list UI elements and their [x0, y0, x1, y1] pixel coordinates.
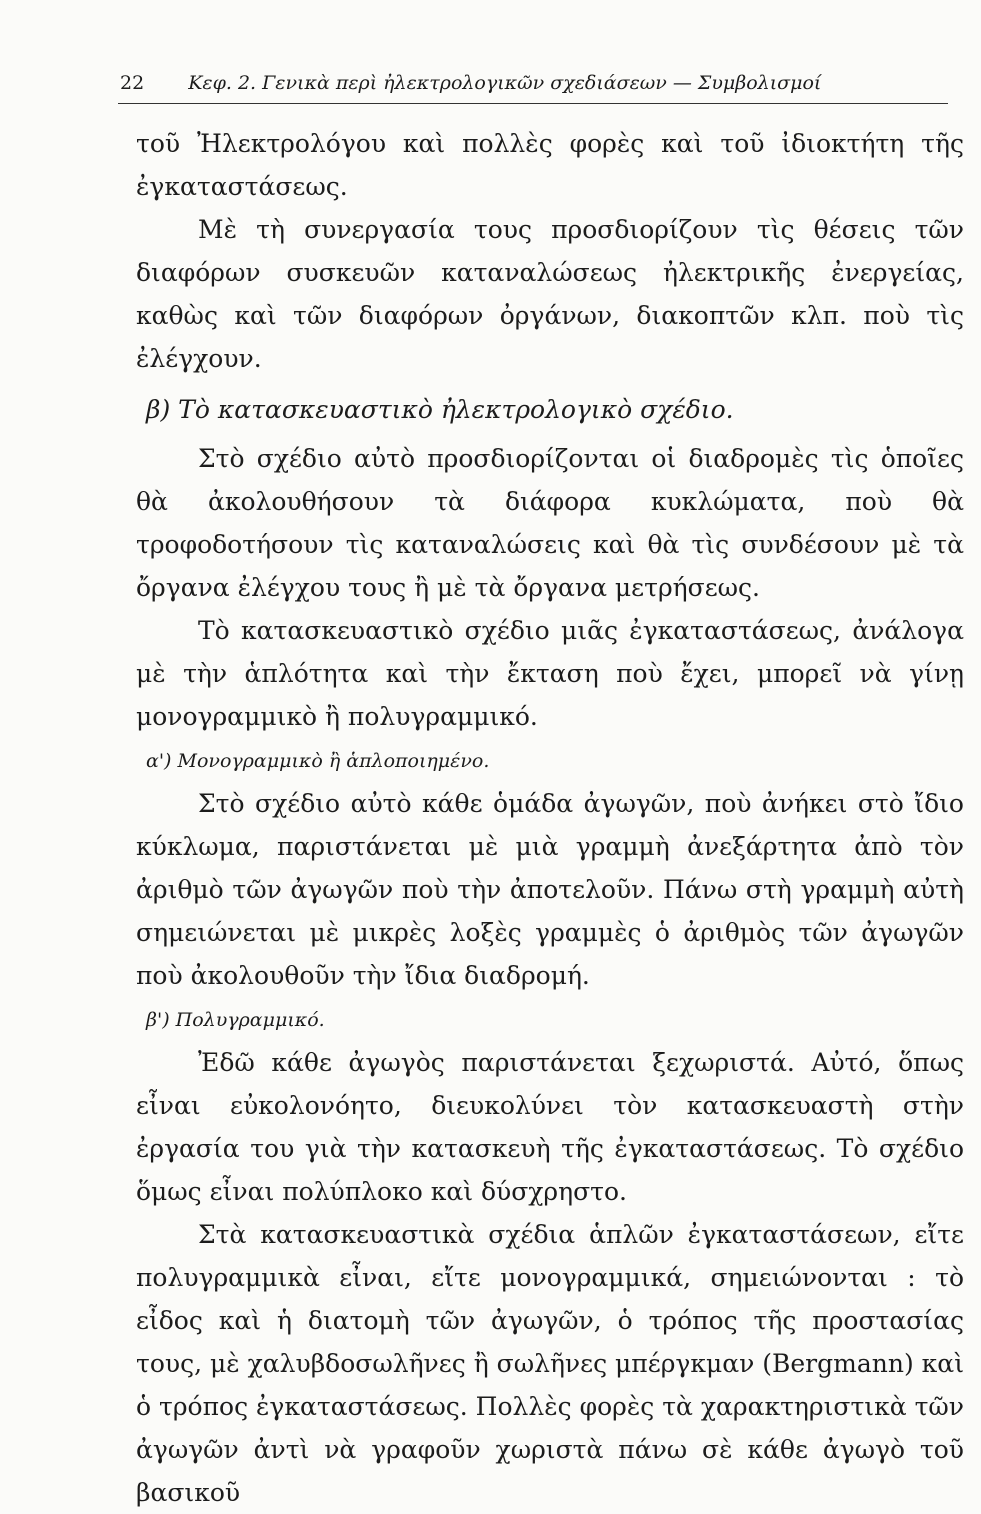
paragraph: Τὸ κατασκευαστικὸ σχέδιο μιᾶς ἐγκαταστάσεως, ἀνάλογα μὲ τὴν ἁπλότητα καὶ τὴν ἔκταση ποὺ ἔχει, μπορεῖ νὰ γίνῃ μονογραμμικὸ ἢ πολυγραμμικό. [136, 616, 964, 731]
page-body [136, 122, 964, 1514]
paragraph: τοῦ Ἠλεκτρολόγου καὶ πολλὲς φορὲς καὶ τοῦ ἰδιοκτήτη τῆς ἐγκαταστάσεως. [136, 129, 964, 201]
page-header [120, 72, 948, 102]
subsection-heading: β') Πολυγραμμικό. [146, 1009, 325, 1031]
paragraph: Στὰ κατασκευαστικὰ σχέδια ἁπλῶν ἐγκαταστάσεων, εἴτε πολυγραμμικὰ εἶναι, εἴτε μονογραμμικά, σημειώνονται : τὸ εἶδος καὶ ἡ διατομὴ τῶν ἀγωγῶν, ὁ τρόπος τῆς προστασίας τους, μὲ χαλυβδοσωλῆνες ἢ σωλῆνες μπέργκμαν (Bergmann) καὶ ὁ τρόπος ἐγκαταστάσεως. Πολλὲς φορὲς τὰ χαρακτηριστικὰ τῶν ἀγωγῶν ἀντὶ νὰ γραφοῦν χωριστὰ πάνω σὲ κάθε ἀγωγὸ τοῦ βασικοῦ [136, 1220, 964, 1507]
paragraph: Στὸ σχέδιο αὐτὸ κάθε ὁμάδα ἀγωγῶν, ποὺ ἀνήκει στὸ ἴδιο κύκλωμα, παριστάνεται μὲ μιὰ γραμμὴ ἀνεξάρτητα ἀπὸ τὸν ἀριθμὸ τῶν ἀγωγῶν ποὺ τὴν ἀποτελοῦν. Πάνω στὴ γραμμὴ αὐτὴ σημειώνεται μὲ μικρὲς λοξὲς γραμμὲς ὁ ἀριθμὸς τῶν ἀγωγῶν ποὺ ἀκολουθοῦν τὴν ἴδια διαδρομή. [136, 789, 964, 990]
paragraph: Μὲ τὴ συνεργασία τους προσδιορίζουν τὶς θέσεις τῶν διαφόρων συσκευῶν καταναλώσεως ἠλεκτρικῆς ἐνεργείας, καθὼς καὶ τῶν διαφόρων ὀργάνων, διακοπτῶν κλπ. ποὺ τὶς ἐλέγχουν. [136, 215, 964, 373]
section-heading: β) Τὸ κατασκευαστικὸ ἠλεκτρολογικὸ σχέδιο. [146, 395, 734, 424]
paragraph: Ἐδῶ κάθε ἀγωγὸς παριστάνεται ξεχωριστά. Αὐτό, ὅπως εἶναι εὐκολονόητο, διευκολύνει τὸν κατασκευαστὴ στὴν ἐργασία του γιὰ τὴν κατασκευὴ τῆς ἐγκαταστάσεως. Τὸ σχέδιο ὅμως εἶναι πολύπλοκο καὶ δύσχρηστο. [136, 1048, 964, 1206]
header-rule [118, 103, 948, 104]
page-number: 22 [120, 72, 145, 94]
subsection-heading: α') Μονογραμμικὸ ἢ ἁπλοποιημένο. [146, 750, 490, 772]
paragraph: Στὸ σχέδιο αὐτὸ προσδιορίζονται οἱ διαδρομὲς τὶς ὁποῖες θὰ ἀκολουθήσουν τὰ διάφορα κυκλώματα, ποὺ θὰ τροφοδοτήσουν τὶς καταναλώσεις καὶ θὰ τὶς συνδέσουν μὲ τὰ ὄργανα ἐλέγχου τους ἢ μὲ τὰ ὄργανα μετρήσεως. [136, 444, 964, 602]
running-title: Κεφ. 2. Γενικὰ περὶ ἠλεκτρολογικῶν σχεδιάσεων — Συμβολισμοί [188, 72, 822, 94]
